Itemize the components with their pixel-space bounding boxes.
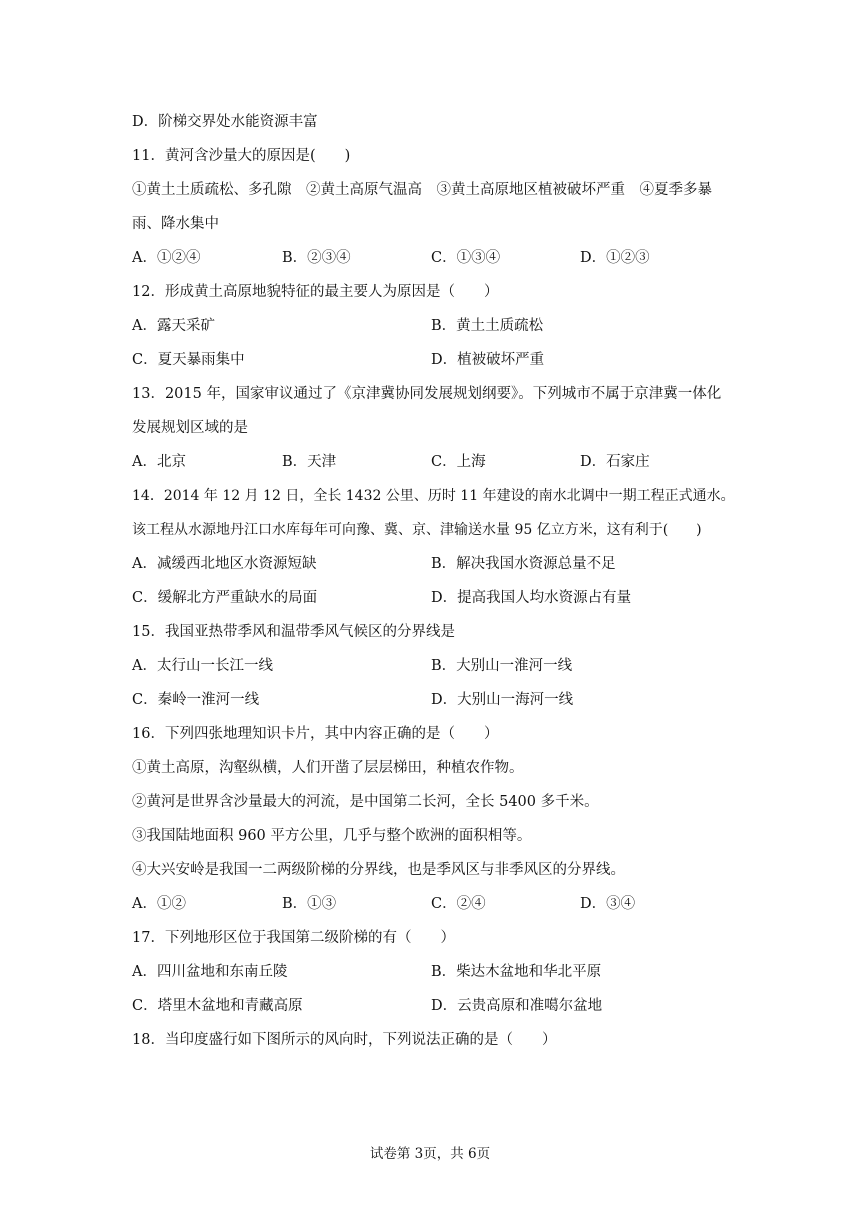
page-footer: 试卷第 3页，共 6页: [369, 1146, 491, 1162]
question-15-option-d: D．大别山一海河一线: [431, 692, 574, 708]
question-12-stem: 12．形成黄土高原地貌特征的最主要人为原因是（ ）: [132, 284, 499, 300]
question-15-option-c: C．秦岭一淮河一线: [132, 692, 260, 708]
question-16-card-4: ④大兴安岭是我国一二两级阶梯的分界线，也是季风区与非季风区的分界线。: [132, 862, 625, 878]
question-17-option-b: B．柴达木盆地和华北平原: [431, 964, 602, 980]
question-16-option-a: A．①②: [132, 896, 186, 912]
question-12-option-b: B．黄土土质疏松: [431, 318, 544, 334]
question-10-option-d: D．阶梯交界处水能资源丰富: [132, 114, 318, 130]
question-16-option-b: B．①③: [282, 896, 337, 912]
question-15-option-a: A．太行山一长江一线: [132, 658, 273, 674]
question-11-option-c: C．①③④: [431, 250, 501, 266]
question-11-statements-line1: ①黄土土质疏松、多孔隙 ②黄土高原气温高 ③黄土高原地区植被破坏严重 ④夏季多暴: [132, 182, 712, 198]
question-14-option-c: C．缓解北方严重缺水的局面: [132, 590, 318, 606]
question-14-stem-line1: 14．2014 年 12 月 12 日，全长 1432 公里、历时 11 年建设的南水北调中一期工程正式通水。: [132, 488, 735, 504]
question-14-option-d: D．提高我国人均水资源占有量: [431, 590, 632, 606]
question-11-option-b: B．②③④: [282, 250, 351, 266]
question-11-option-a: A．①②④: [132, 250, 201, 266]
question-14-option-b: B．解决我国水资源总量不足: [431, 556, 616, 572]
question-16-card-1: ①黄土高原，沟壑纵横，人们开凿了层层梯田，种植农作物。: [132, 760, 524, 776]
question-14-option-a: A．减缓西北地区水资源短缺: [132, 556, 317, 572]
question-17-option-a: A．四川盆地和东南丘陵: [132, 964, 288, 980]
question-12-option-d: D．植被破坏严重: [431, 352, 545, 368]
question-16-card-3: ③我国陆地面积 960 平方公里，几乎与整个欧洲的面积相等。: [132, 828, 532, 844]
question-16-card-2: ②黄河是世界含沙量最大的河流，是中国第二长河，全长 5400 多千米。: [132, 794, 599, 810]
question-11-stem: 11．黄河含沙量大的原因是( ): [132, 148, 351, 164]
question-17-option-d: D．云贵高原和准噶尔盆地: [431, 998, 603, 1014]
question-12-option-c: C．夏天暴雨集中: [132, 352, 245, 368]
question-16-stem: 16．下列四张地理知识卡片，其中内容正确的是（ ）: [132, 726, 499, 742]
question-13-option-c: C．上海: [431, 454, 486, 470]
question-13-stem-line1: 13．2015 年，国家审议通过了《京津冀协同发展规划纲要》。下列城市不属于京津冀一体化: [132, 386, 722, 402]
question-17-stem: 17．下列地形区位于我国第二级阶梯的有（ ）: [132, 930, 455, 946]
question-15-stem: 15．我国亚热带季风和温带季风气候区的分界线是: [132, 624, 455, 640]
question-16-option-d: D．③④: [580, 896, 636, 912]
question-13-stem-line2: 发展规划区域的是: [132, 420, 248, 436]
question-15-option-b: B．大别山一淮河一线: [431, 658, 573, 674]
question-14-stem-line2: 该工程从水源地丹江口水库每年可向豫、冀、京、津输送水量 95 亿立方米，这有利于( ): [132, 522, 702, 538]
question-11-statements-line2: 雨、降水集中: [132, 216, 219, 232]
question-18-stem: 18．当印度盛行如下图所示的风向时，下列说法正确的是（ ）: [132, 1032, 557, 1048]
question-17-option-c: C．塔里木盆地和青藏高原: [132, 998, 303, 1014]
question-13-option-b: B．天津: [282, 454, 337, 470]
question-11-option-d: D．①②③: [580, 250, 650, 266]
question-13-option-a: A．北京: [132, 454, 186, 470]
question-16-option-c: C．②④: [431, 896, 486, 912]
question-12-option-a: A．露天采矿: [132, 318, 215, 334]
question-13-option-d: D．石家庄: [580, 454, 650, 470]
